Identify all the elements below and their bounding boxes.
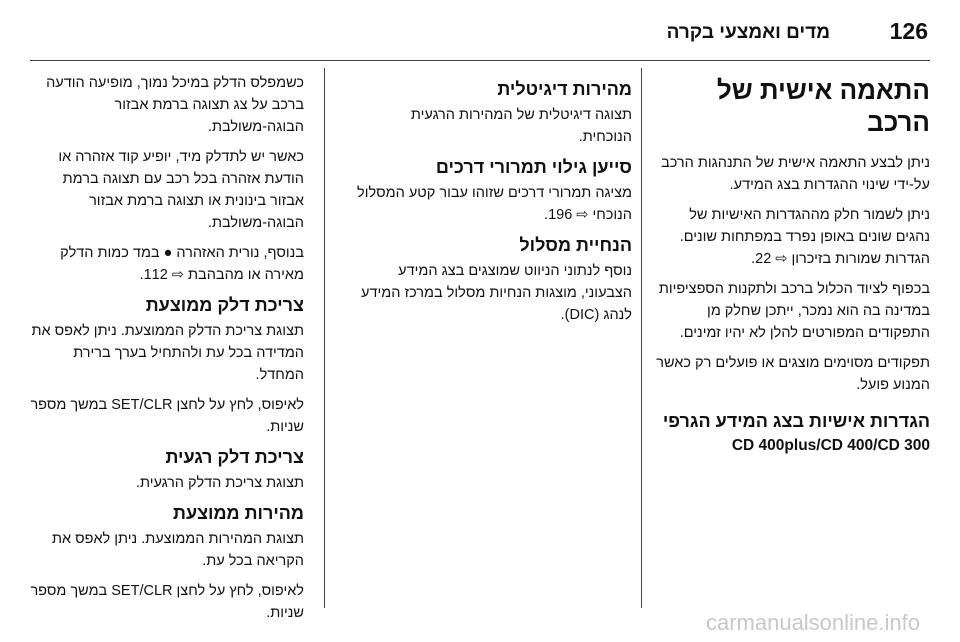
model-line: CD 400plus/CD 400/CD 300	[731, 437, 930, 454]
section-heading: צריכת דלק ממוצעת	[145, 295, 304, 315]
paragraph: ניתן לבצע התאמה אישית של התנהגות הרכב על-ידי שינוי ההגדרות בצג המידע.	[661, 155, 930, 193]
section-heading: מהירות ממוצעת	[173, 503, 304, 523]
paragraph: בכפוף לציוד הכלול ברכב ולתקנות הספציפיות במדינה בה הוא נמכר, ייתכן שחלק מן התפקודים המפורטים להלן לא יהיו זמינים.	[658, 281, 930, 341]
paragraph: תצוגת צריכת הדלק הממוצעת. ניתן לאפס את המדידה בכל עת ולהתחיל בערך ברירת המחדל.	[31, 323, 304, 383]
subsection-heading: הגדרות אישיות בצג המידע הגרפי	[662, 411, 930, 431]
column-divider-right	[641, 68, 642, 608]
watermark: carmanualsonline.info	[705, 610, 920, 635]
page-number: 126	[889, 18, 928, 44]
section-heading: מהירות דיגיטלית	[497, 79, 632, 99]
column-divider-left	[324, 68, 325, 608]
middle-column	[356, 72, 632, 334]
paragraph: בנוסף, נורית האזהרה ● במד כמות הדלק מאירה או מהבהבת ⇨ 112.	[60, 245, 304, 283]
header-divider	[30, 60, 930, 61]
section-heading: סייען גילוי תמרורי דרכים	[435, 157, 632, 177]
page-header	[0, 0, 960, 60]
section-title: התאמה אישית של הרכב	[716, 75, 930, 137]
paragraph: לאיפוס, לחץ על לחצן SET/CLR במשך מספר שניות.	[30, 583, 304, 621]
section-heading: צריכת דלק רגעית	[165, 447, 304, 467]
right-column	[654, 72, 930, 464]
paragraph: ניתן לשמור חלק מההגדרות האישיות של נהגים שונים באופן נפרד במפתחות שונים. הגדרות שמורות בזיכרון ⇨ 22.	[679, 207, 930, 267]
paragraph: תצוגת המהירות הממוצעת. ניתן לאפס את הקריאה בכל עת.	[51, 531, 304, 569]
paragraph: מציגה תמרורי דרכים שזוהו עבור קטע המסלול הנוכחי ⇨ 196.	[357, 185, 632, 223]
section-heading: הנחיית מסלול	[519, 235, 632, 255]
page-title: מדים ואמצעי בקרה	[666, 22, 830, 43]
left-column	[28, 72, 304, 632]
paragraph: תצוגת צריכת הדלק הרגעית.	[135, 475, 304, 491]
paragraph: כשמפלס הדלק במיכל נמוך, מופיעה הודעה ברכב על צג תצוגה ברמת אבזור הבוגה-משולבת.	[46, 75, 304, 135]
paragraph: לאיפוס, לחץ על לחצן SET/CLR במשך מספר שניות.	[30, 397, 304, 435]
paragraph: כאשר יש לתדלק מיד, יופיע קוד אזהרה או הודעת אזהרה בכל רכב עם תצוגה ברמת אבזור בינונית או תצוגה ברמת אבזור הבוגה-משולבת.	[58, 149, 304, 231]
paragraph: תפקודים מסוימים מוצגים או פועלים רק כאשר המנוע פועל.	[656, 355, 930, 393]
paragraph: תצוגה דיגיטלית של המהירות הרגעית הנוכחית.	[410, 107, 632, 145]
paragraph: נוסף לנתוני הניווט שמוצגים בצג המידע הצבעוני, מוצגות הנחיות מסלול במרכז המידע לנהג (DIC).	[361, 263, 632, 323]
